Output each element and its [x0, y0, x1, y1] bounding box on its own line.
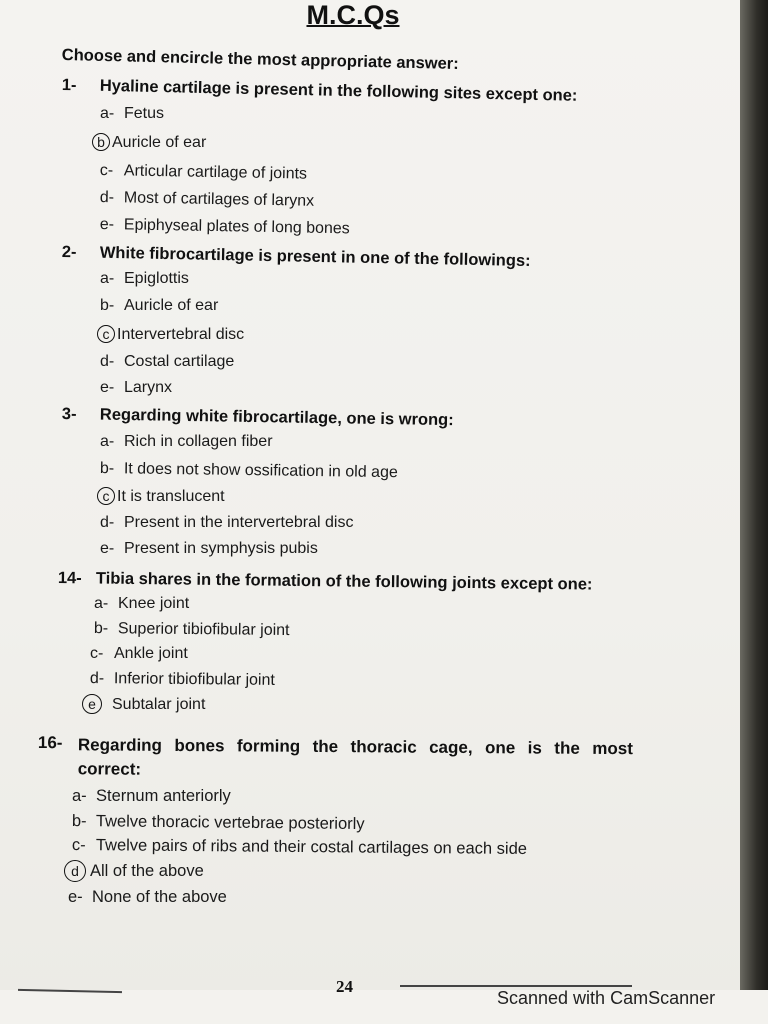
answer-circle: b	[92, 133, 110, 151]
option-text: Twelve thoracic vertebrae posteriorly	[95, 812, 365, 834]
page-number: 24	[336, 977, 353, 996]
option-text: Fetus	[124, 105, 165, 122]
option-2b[interactable]	[100, 297, 218, 315]
option-letter: d-	[100, 353, 115, 370]
option-letter: b-	[100, 297, 115, 314]
answer-circle: c	[97, 325, 115, 343]
option-16c[interactable]	[72, 836, 527, 859]
option-text: Knee joint	[118, 595, 190, 612]
option-text: Epiphyseal plates of long bones	[123, 216, 350, 238]
option-letter: a-	[100, 105, 115, 122]
question-number: 14-	[57, 569, 82, 588]
option-2e[interactable]	[100, 379, 172, 397]
instructions: Choose and encircle the most appropriate answer:	[61, 46, 459, 74]
option-text: Ankle joint	[114, 645, 188, 662]
question-text: Tibia shares in the formation of the following joints except one:	[95, 569, 593, 594]
scanner-watermark: Scanned with CamScanner	[497, 988, 716, 1008]
option-text: Superior tibiofibular joint	[117, 620, 290, 640]
option-text: Larynx	[124, 379, 173, 396]
option-letter: c-	[90, 645, 104, 662]
option-text: Present in symphysis pubis	[124, 540, 318, 557]
option-3d[interactable]	[100, 514, 353, 532]
question-text: White fibrocartilage is present in one of the followings:	[99, 243, 531, 270]
option-1c[interactable]	[100, 162, 307, 184]
option-letter: b-	[71, 812, 87, 831]
answer-circle: e	[82, 694, 102, 714]
option-letter: e-	[100, 379, 115, 396]
option-1b[interactable]	[92, 133, 206, 152]
option-text: Inferior tibiofibular joint	[113, 670, 275, 689]
option-letter: e-	[99, 216, 115, 234]
option-14e[interactable]	[82, 694, 205, 714]
question-16	[38, 733, 638, 785]
option-letter: c-	[71, 836, 86, 855]
option-3e[interactable]	[100, 540, 318, 558]
option-3a[interactable]	[100, 433, 273, 451]
option-16d[interactable]	[64, 860, 204, 882]
option-text: Rich in collagen fiber	[124, 433, 273, 450]
option-16e[interactable]	[68, 888, 227, 907]
option-text: Intervertebral disc	[117, 326, 245, 343]
option-text: All of the above	[90, 862, 204, 880]
answer-circle: d	[64, 860, 86, 882]
option-letter: e-	[68, 888, 83, 906]
option-letter: d-	[99, 189, 115, 207]
option-16b[interactable]	[72, 812, 365, 834]
question-text: Regarding bones forming the thoracic cage, one is the most correct:	[77, 735, 633, 779]
option-text: Auricle of ear	[124, 297, 219, 314]
footer-rule-right	[400, 985, 632, 987]
question-number: 1-	[61, 76, 77, 95]
option-letter: c-	[99, 162, 114, 180]
option-text: Most of cartilages of larynx	[123, 189, 315, 210]
option-text: Costal cartilage	[124, 353, 235, 370]
page-edge-shadow	[740, 0, 768, 1024]
option-text: Sternum anteriorly	[96, 787, 231, 805]
option-text: It is translucent	[117, 488, 225, 505]
option-2d[interactable]	[100, 353, 234, 371]
option-14b[interactable]	[94, 620, 290, 640]
option-letter: d-	[100, 514, 115, 531]
option-1d[interactable]	[100, 189, 315, 211]
option-text: None of the above	[92, 888, 227, 906]
option-2c[interactable]	[97, 325, 244, 344]
option-letter: a-	[100, 433, 115, 450]
option-text: Present in the intervertebral disc	[124, 514, 354, 531]
question-text: Hyaline cartilage is present in the following sites except one:	[99, 76, 578, 105]
question-text: Regarding white fibrocartilage, one is wrong:	[99, 405, 454, 430]
option-text: Auricle of ear	[112, 134, 207, 151]
question-number: 3-	[61, 405, 77, 424]
option-letter: e-	[100, 540, 115, 557]
option-text: Twelve pairs of ribs and their costal cartilages on each side	[95, 836, 528, 858]
answer-circle: c	[97, 487, 115, 505]
option-letter: a-	[100, 270, 115, 287]
option-text: Subtalar joint	[112, 696, 206, 713]
option-text: It does not show ossification in old age	[123, 460, 398, 482]
option-14c[interactable]	[90, 645, 188, 663]
question-number: 2-	[61, 243, 77, 262]
option-14d[interactable]	[90, 670, 275, 690]
option-1a[interactable]	[100, 105, 164, 123]
option-14a[interactable]	[94, 595, 189, 613]
option-letter: b-	[99, 460, 115, 478]
option-3c[interactable]	[97, 487, 225, 506]
option-letter: a-	[72, 787, 87, 805]
option-letter: b-	[93, 620, 109, 638]
option-16a[interactable]	[72, 787, 231, 806]
option-letter: d-	[89, 670, 105, 688]
option-letter: a-	[94, 595, 109, 612]
option-2a[interactable]	[100, 270, 189, 288]
option-text: Epiglottis	[124, 270, 189, 287]
page-title: M.C.Qs	[306, 0, 400, 30]
option-text: Articular cartilage of joints	[123, 162, 308, 183]
question-number: 16-	[37, 733, 63, 753]
